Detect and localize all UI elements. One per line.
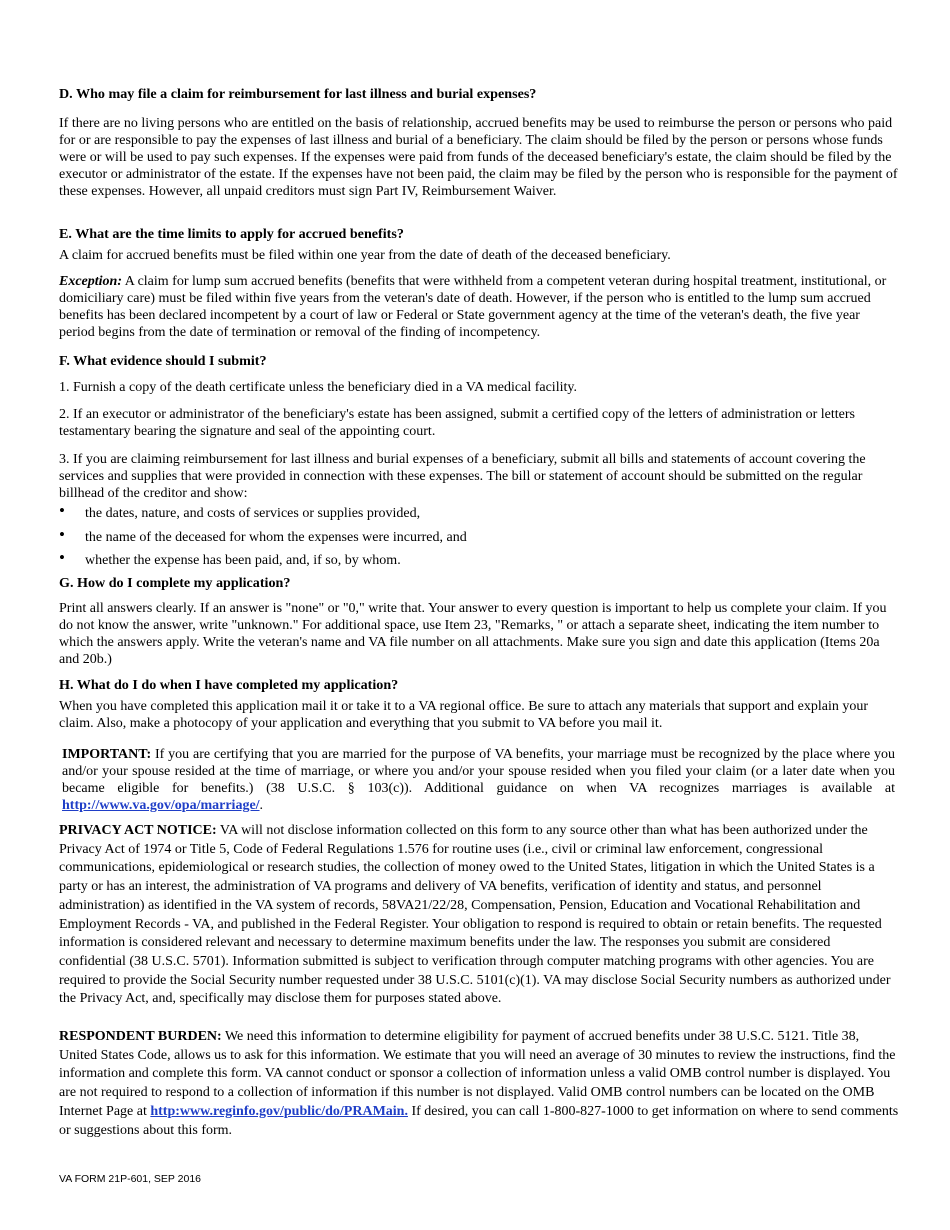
- omb-page-link[interactable]: http:www.reginfo.gov/public/do/PRAMain.: [150, 1103, 408, 1119]
- section-f-item-1: 1. Furnish a copy of the death certificate unless the beneficiary died in a VA medical facility.: [59, 380, 577, 395]
- bullet-glyph: •: [59, 525, 65, 544]
- burden-label: RESPONDENT BURDEN:: [59, 1029, 222, 1044]
- bullet-text: the dates, nature, and costs of services or supplies provided,: [85, 506, 421, 521]
- section-d-body: If there are no living persons who are entitled on the basis of relationship, accrued benefits may be used to reimburse the person or persons who paid for or are responsible to pay the expenses of last illness and burial of a beneficiary. The claim should be filed by the person or persons whose funds were or will be used to pay such expenses. If the expenses were paid from funds of the deceased beneficiary's estate, the claim should be filed by the executor or administrator of the estate. If the expenses have not been paid, the claim may be filed by the person who is responsible for the payment of these expenses. However, all unpaid creditors must sign Part IV, Reimbursement Waiver.: [59, 116, 898, 199]
- privacy-act-notice: [59, 822, 899, 1009]
- section-f-heading: F. What evidence should I submit?: [59, 353, 267, 369]
- section-g-heading: G. How do I complete my application?: [59, 575, 291, 591]
- section-f-item-2: 2. If an executor or administrator of the beneficiary's estate has been assigned, submit a certified copy of the letters of administration or letters testamentary bearing the signature and seal of the appointing court.: [59, 407, 855, 439]
- section-h-body: When you have completed this application mail it or take it to a VA regional office. Be sure to attach any materials that support and explain your claim. Also, make a photocopy of your application and everything that you submit to VA before you mail it.: [59, 699, 869, 731]
- marriage-guidance-link[interactable]: http://www.va.gov/opa/marriage/: [62, 798, 260, 813]
- section-e-heading: E. What are the time limits to apply for accrued benefits?: [59, 226, 404, 242]
- bullet-text: whether the expense has been paid, and, if so, by whom.: [85, 553, 401, 568]
- important-text: If you are certifying that you are married for the purpose of VA benefits, your marriage must be recognized by the place where you and/or your spouse resided at the time of marriage, or where you and/or your spouse resided when you filed your claim (or a later date when you became eligible for benefits.) (38 U.S.C. § 103(c)). Additional guidance on when VA recognizes marriages is available at: [62, 747, 895, 796]
- section-d-heading: D. Who may file a claim for reimbursement for last illness and burial expenses?: [59, 86, 537, 102]
- important-end: .: [259, 798, 264, 813]
- section-e-body: A claim for accrued benefits must be filed within one year from the date of death of the deceased beneficiary.: [59, 248, 671, 263]
- section-e-exception: [59, 273, 899, 341]
- privacy-text: VA will not disclose information collected on this form to any source other than what has been authorized under the Privacy Act of 1974 or Title 5, Code of Federal Regulations 1.576 for routine uses (i.e., civil or criminal law enforcement, congressional communications, epidemiological or research studies, the collection of money owed to the United States, litigation in which the United States is a party or has an interest, the administration of VA programs and delivery of VA benefits, verification of identity and status, and personnel administration) as identified in the VA system of records, 58VA21/22/28, Compensation, Pension, Education and Vocational Rehabilitation and Employment Records - VA, and published in the Federal Register. Your obligation to respond is required to obtain or retain benefits. The requested information is considered relevant and necessary to determine maximum benefits under the law. The responses you submit are considered confidential (38 U.S.C. 5701). Information submitted is subject to verification through computer matching programs with other agencies. You are required to provide the Social Security number requested under 38 U.S.C. 5101(c)(1). VA may disclose Social Security numbers as authorized under the Privacy Act, and, specifically may disclose them for purposes stated above.: [59, 823, 891, 1007]
- section-h-heading: H. What do I do when I have completed my application?: [59, 677, 399, 693]
- exception-text: A claim for lump sum accrued benefits (benefits that were withheld from a competent veteran during hospital treatment, institutional, or domiciliary care) must be filed within five years from the veteran's date of death. However, if the person who is entitled to the lump sum accrued benefits has been declared incompetent by a court of law or Federal or State government agency at the time of the veteran's death, the five year period begins from the date of termination or removal of the finding of incompetency.: [59, 274, 887, 340]
- exception-label: Exception:: [59, 274, 122, 289]
- section-f-item-3: 3. If you are claiming reimbursement for last illness and burial expenses of a beneficiary, submit all bills and statements of account covering the services and supplies that were provided in connection with these expenses. The bill or statement of account should be submitted on the regular billhead of the creditor and show:: [59, 452, 866, 501]
- important-label: IMPORTANT:: [62, 747, 152, 762]
- section-g-body: Print all answers clearly. If an answer is "none" or "0," write that. Your answer to every question is important to help us complete your claim. If you do not know the answer, write "unknown." For additional space, use Item 23, "Remarks, " or attach a separate sheet, indicating the item number to which the answers apply. Write the veteran's name and VA file number on all attachments. Make sure you sign and date this application (Items 20a and 20b.): [59, 601, 887, 667]
- form-number-footer: VA FORM 21P-601, SEP 2016: [59, 1173, 202, 1185]
- important-notice: [62, 746, 895, 814]
- respondent-burden: [59, 1028, 899, 1140]
- burden-text: We need this information to determine eligibility for payment of accrued benefits under 38 U.S.C. 5121. Title 38, United States Code, allows us to ask for this information. We estimate that you will need an average of 30 minutes to review the instructions, find the information and complete this form. VA cannot conduct or sponsor a collection of information unless a valid OMB control number is displayed. You are not required to respond to a collection of information if this number is not displayed. Valid OMB control numbers can be located on the OMB Internet Page at: [59, 1029, 896, 1119]
- privacy-label: PRIVACY ACT NOTICE:: [59, 823, 217, 838]
- bullet-glyph: •: [59, 548, 65, 567]
- bullet-text: the name of the deceased for whom the expenses were incurred, and: [85, 530, 467, 545]
- burden-end: If desired, you can call 1-800-827-1000 to get information on where to send comments or suggestions about this form.: [59, 1103, 899, 1138]
- bullet-glyph: •: [59, 501, 65, 520]
